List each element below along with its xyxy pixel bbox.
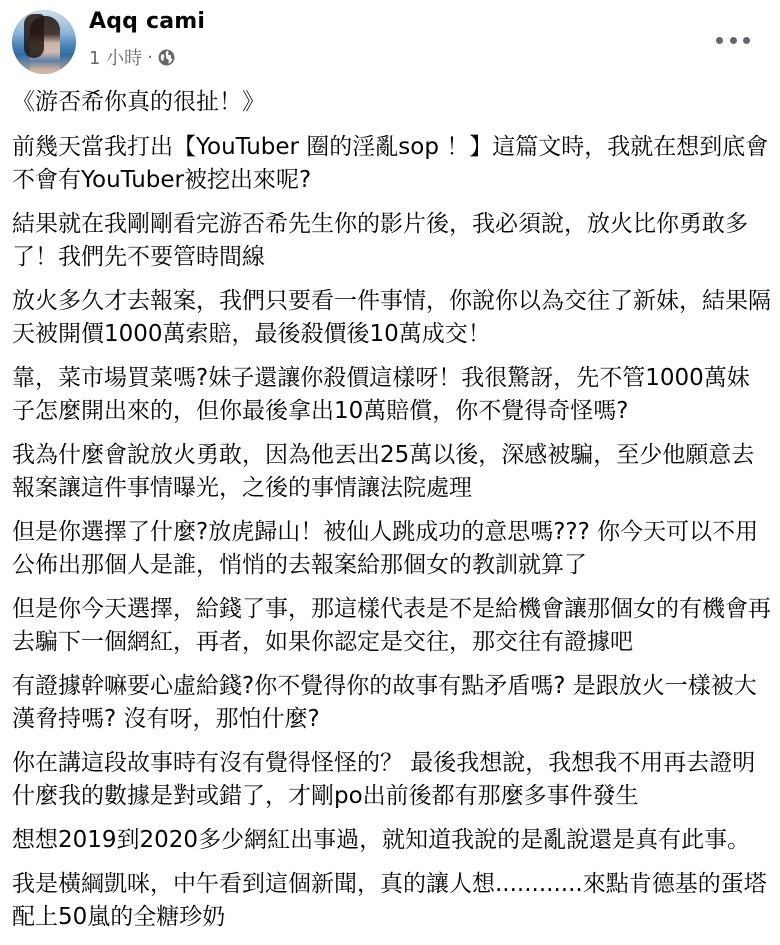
post-timestamp[interactable]: 1 小時 <box>89 48 143 69</box>
more-dot-icon <box>730 37 737 44</box>
post-paragraph: 放火多久才去報案，我們只要看一件事情，你說你以為交往了新妹，結果隔天被開價1000萬索賠，最後殺價後10萬成交！ <box>12 288 771 347</box>
post-paragraph: 靠，菜市場買菜嗎?妹子還讓你殺價這樣呀！我很驚訝，先不管1000萬妹子怎麼開出來的，但你最後拿出10萬賠償，你不覺得奇怪嗎? <box>12 365 750 424</box>
post-paragraph: 但是你選擇了什麼?放虎歸山！被仙人跳成功的意思嗎??? 你今天可以不用公佈出那個人是誰，悄悄的去報案給那個女的教訓就算了 <box>12 519 759 578</box>
post-paragraph: 結果就在我剛剛看完游否希先生你的影片後，我必須說，放火比你勇敢多了！我們先不要管時間線 <box>12 211 748 270</box>
post-paragraph-title: 《游否希你真的很扯！》 <box>12 89 265 115</box>
post-paragraph: 你在講這段故事時有沒有覺得怪怪的？ 最後我想說，我想我不用再去證明什麼我的數據是對或錯了，才剛po出前後都有那麼多事件發生 <box>12 750 756 809</box>
post-paragraph: 我是橫綱凱咪，中午看到這個新聞，真的讓人想............來點肯德基的蛋塔配上50嵐的全糖珍奶 <box>12 871 767 930</box>
author-avatar[interactable] <box>12 10 76 74</box>
post-paragraph: 想想2019到2020多少網紅出事過，就知道我說的是亂說還是真有此事。 <box>12 827 751 853</box>
more-dot-icon <box>743 37 750 44</box>
post-header <box>0 0 780 80</box>
post-paragraph: 有證據幹嘛要心虛給錢?你不覺得你的故事有點矛盾嗎? 是跟放火一樣被大漢脅持嗎? 沒有呀，那怕什麼? <box>12 673 757 732</box>
globe-icon[interactable] <box>158 49 175 66</box>
post-paragraph: 但是你今天選擇，給錢了事，那這樣代表是不是給機會讓那個女的有機會再去騙下一個網紅，再者，如果你認定是交往，那交往有證據吧 <box>12 596 771 655</box>
post-meta <box>89 44 175 70</box>
post-paragraph: 我為什麼會說放火勇敢，因為他丟出25萬以後，深感被騙，至少他願意去報案讓這件事情曝光，之後的事情讓法院處理 <box>12 442 755 501</box>
author-name[interactable]: Aqq cami <box>89 9 206 34</box>
post-paragraph: 前幾天當我打出【YouTuber 圈的淫亂sop ！】這篇文時，我就在想到底會不會有YouTuber被挖出來呢? <box>12 134 769 193</box>
more-options-button[interactable] <box>716 30 750 50</box>
post-body <box>12 86 772 945</box>
avatar-photo-hair <box>24 14 44 58</box>
meta-separator: · <box>147 46 153 68</box>
more-dot-icon <box>716 37 723 44</box>
